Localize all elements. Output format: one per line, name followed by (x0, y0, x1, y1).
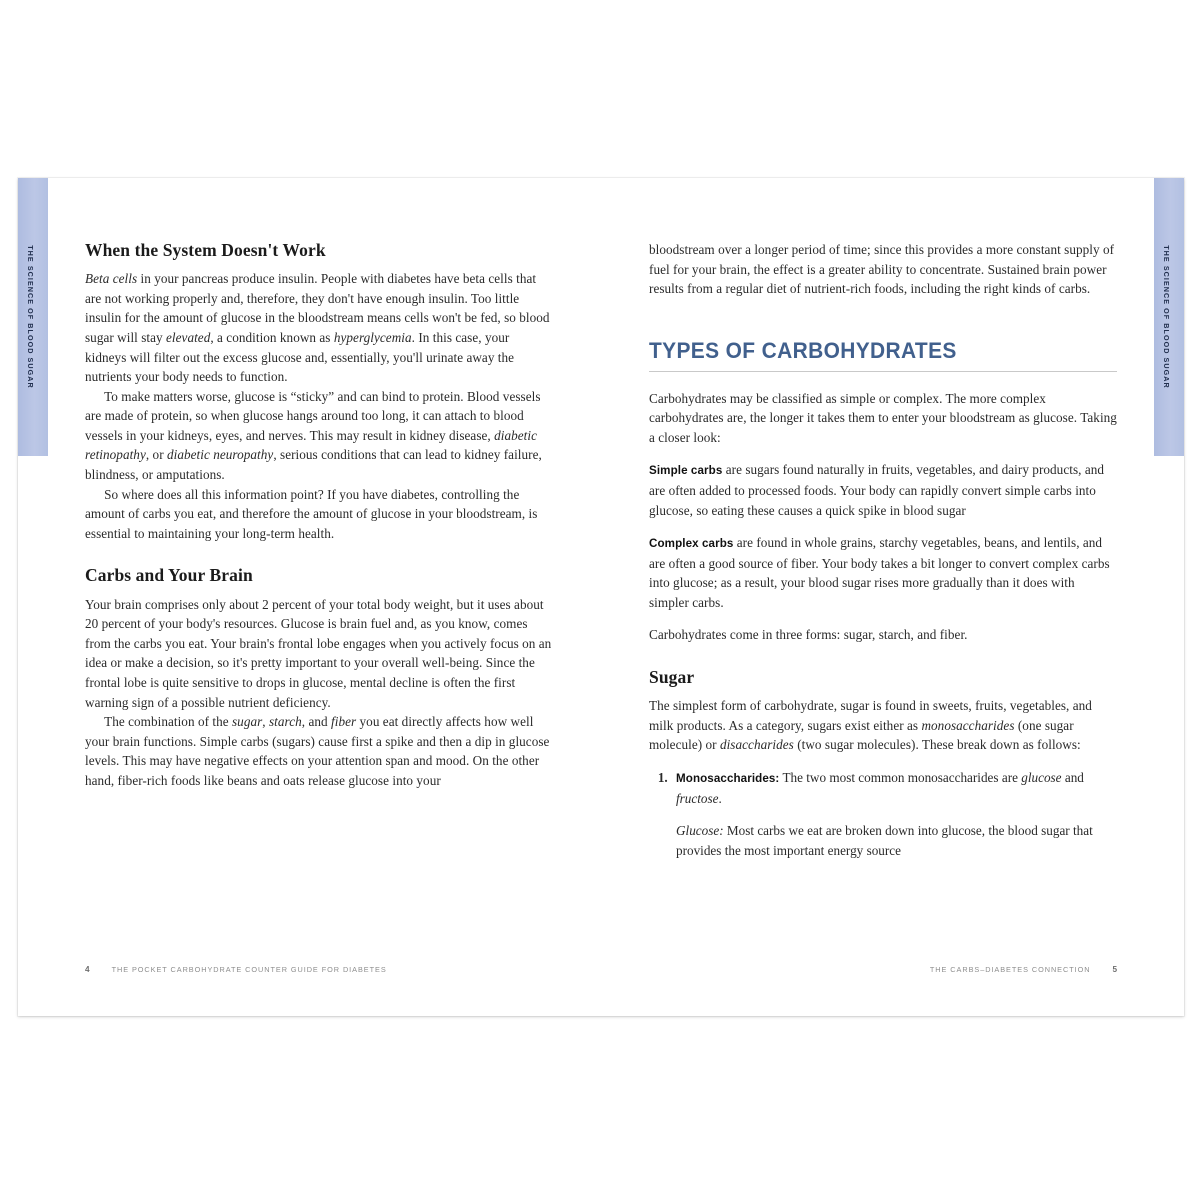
verso-p5-text-c: , and (301, 714, 332, 730)
recto-carryover-text: bloodstream over a longer period of time; since this provides a more constant supply of fuel for your brain, the effect is a greater ability to concentrate. Sustained brain power results from a regular diet of nutrient-rich foods, including the right kinds of carbs. (649, 242, 1115, 297)
simple-carbs-body: are sugars found naturally in fruits, vegetables, and dairy products, and are often added to processed foods. Your body can rapidly convert simple carbs into glucose, so eating these causes a quick spike in blood sugar (649, 462, 1105, 518)
verso-paragraph-1 (85, 269, 553, 387)
monosaccharides-lead: Monosaccharides: (676, 771, 780, 785)
recto-p1-text: Carbohydrates may be classified as simple or complex. The more complex carbohydrates are, the longer it takes them to enter your bloodstream as glucose. Taking a closer look: (649, 390, 1117, 445)
recto-text-column (649, 240, 1117, 860)
monosaccharides-text-b: and (1061, 769, 1084, 785)
verso-paragraph-2 (85, 387, 553, 485)
recto-paragraph-complex-carbs (649, 533, 1117, 612)
verso-text-column (85, 240, 553, 791)
heading-when-the-system-doesnt-work: When the System Doesn't Work (85, 240, 326, 260)
simple-carbs-lead: Simple carbs (649, 464, 723, 478)
heading-carbs-and-your-brain: Carbs and Your Brain (85, 565, 253, 586)
running-title-recto: THE CARBS–DIABETES CONNECTION (929, 965, 1091, 974)
list-item (671, 768, 1117, 860)
section-heading-rule (649, 371, 1117, 372)
complex-carbs-lead: Complex carbs (649, 537, 734, 551)
monosaccharides-italic-fructose: fructose (676, 790, 719, 806)
folio-verso: 4 (85, 965, 90, 974)
book-spread (18, 178, 1184, 1016)
verso-p4-text: Your brain comprises only about 2 percent of your total body weight, but it uses about 20 percent of your body's resources. Glucose is brain fuel and, as you know, comes from the carbs you eat. Your brain's frontal lobe engages when you actively focus on an idea or make a decision, so it's pretty important to your overall well-being. Since the frontal lobe is quite sensitive to drops in glucose, mental decline is often the first warning sign of a possible nutrient deficiency. (85, 596, 552, 710)
verso-p1-text-b: , a condition known as (210, 329, 334, 345)
running-title-verso: THE POCKET CARBOHYDRATE COUNTER GUIDE FOR DIABETES (111, 965, 387, 974)
verso-p5-text-a: The combination of the (104, 714, 232, 730)
monosaccharides-italic-glucose: glucose (1021, 769, 1062, 785)
verso-p2-text-a: To make matters worse, glucose is “sticky” and can bind to protein. Blood vessels are made of protein, so when glucose hangs around too long, it can attach to blood vessels in your kidneys, eyes, and nerves. This may result in kidney disease, (85, 388, 541, 443)
verso-p1-italic-hyperglycemia: hyperglycemia (333, 329, 412, 345)
verso-p5-italic-fiber: fiber (331, 714, 357, 730)
recto-paragraph-sugar (649, 696, 1117, 755)
verso-p2-italic-retinopathy: diabetic retinopathy (85, 427, 537, 463)
footer-verso (85, 965, 387, 974)
three-forms-text: Carbohydrates come in three forms: sugar, starch, and fiber. (649, 627, 968, 643)
monosaccharides-text-c: . (718, 790, 722, 806)
verso-paragraph-3 (85, 485, 553, 544)
side-tab-left-label: THE SCIENCE OF BLOOD SUGAR (25, 245, 35, 389)
verso-p1-text-a: in your pancreas produce insulin. People with diabetes have beta cells that are not working properly and, therefore, they don't have enough insulin. Too little insulin for the amount of glucose in the bloodstream means cells won't be fed, so blood sugar will stay (85, 271, 550, 345)
verso-p5-text-d: you eat directly affects how well your brain functions. Simple carbs (sugars) cause first a spike and then a dip in glucose levels. This may have negative effects on your attention span and mood. On the other hand, fiber-rich foods like beans and oats release glucose into your (85, 714, 550, 788)
glucose-definition-paragraph (676, 821, 1117, 860)
folio-recto: 5 (1112, 965, 1117, 974)
verso-paragraph-4 (85, 595, 553, 713)
verso-paragraph-5 (85, 712, 553, 790)
page-recto (601, 178, 1184, 1016)
sugar-italic-disaccharides: disaccharides (719, 737, 794, 753)
section-heading-types-of-carbohydrates: TYPES OF CARBOHYDRATES (649, 337, 957, 363)
sugar-text-c: (two sugar molecules). These break down as follows: (793, 737, 1081, 753)
verso-p3-text: So where does all this information point? If you have diabetes, controlling the amount of carbs you eat, and therefore the amount of glucose in your bloodstream, is essential to maintaining your long-term health. (85, 486, 538, 541)
monosaccharides-text-a: The two most common monosaccharides are (779, 769, 1022, 785)
verso-p1-italic-lead: Beta cells (85, 271, 138, 287)
sugar-text-a: The simplest form of carbohydrate, sugar is found in sweets, fruits, vegetables, and milk products. As a category, sugars exist either as (649, 698, 1092, 733)
recto-paragraph-simple-carbs (649, 460, 1117, 520)
section-heading-block (649, 339, 1117, 372)
complex-carbs-body: are found in whole grains, starchy vegetables, beans, and lentils, and are often a good source of fiber. Your body takes a bit longer to convert complex carbs into glucose; as a result, your blood sugar rises more gradually than it does with simpler carbs. (649, 535, 1110, 610)
footer-recto (930, 965, 1117, 974)
recto-paragraph-three-forms (649, 625, 1117, 645)
recto-paragraph-1 (649, 389, 1117, 448)
verso-p5-italic-sugar: sugar (232, 714, 263, 730)
verso-p1-italic-elevated: elevated (166, 329, 211, 345)
side-tab-right-label: THE SCIENCE OF BLOOD SUGAR (1161, 245, 1171, 389)
sugar-text-b: (one sugar molecule) or (649, 717, 1074, 753)
verso-p1-text-c: . In this case, your kidneys will filter out the excess glucose and, essentially, you'll urinate away the nutrients your body needs to function. (85, 329, 515, 385)
verso-p2-text-c: , serious conditions that can lead to kidney failure, blindness, or amputations. (85, 447, 542, 483)
verso-p5-italic-starch: starch (269, 714, 302, 730)
glucose-body: Most carbs we eat are broken down into glucose, the blood sugar that provides the most important energy source (676, 823, 1093, 858)
page-verso (18, 178, 601, 1016)
sugar-italic-monosaccharides: monosaccharides (921, 717, 1015, 733)
recto-paragraph-carryover (649, 240, 1117, 299)
verso-p2-text-b: , or (145, 447, 167, 463)
verso-p2-italic-neuropathy: diabetic neuropathy (167, 447, 274, 463)
sugar-numbered-list (649, 768, 1117, 860)
heading-sugar: Sugar (649, 667, 695, 688)
verso-p5-text-b: , (262, 714, 269, 730)
glucose-lead: Glucose: (676, 823, 724, 839)
